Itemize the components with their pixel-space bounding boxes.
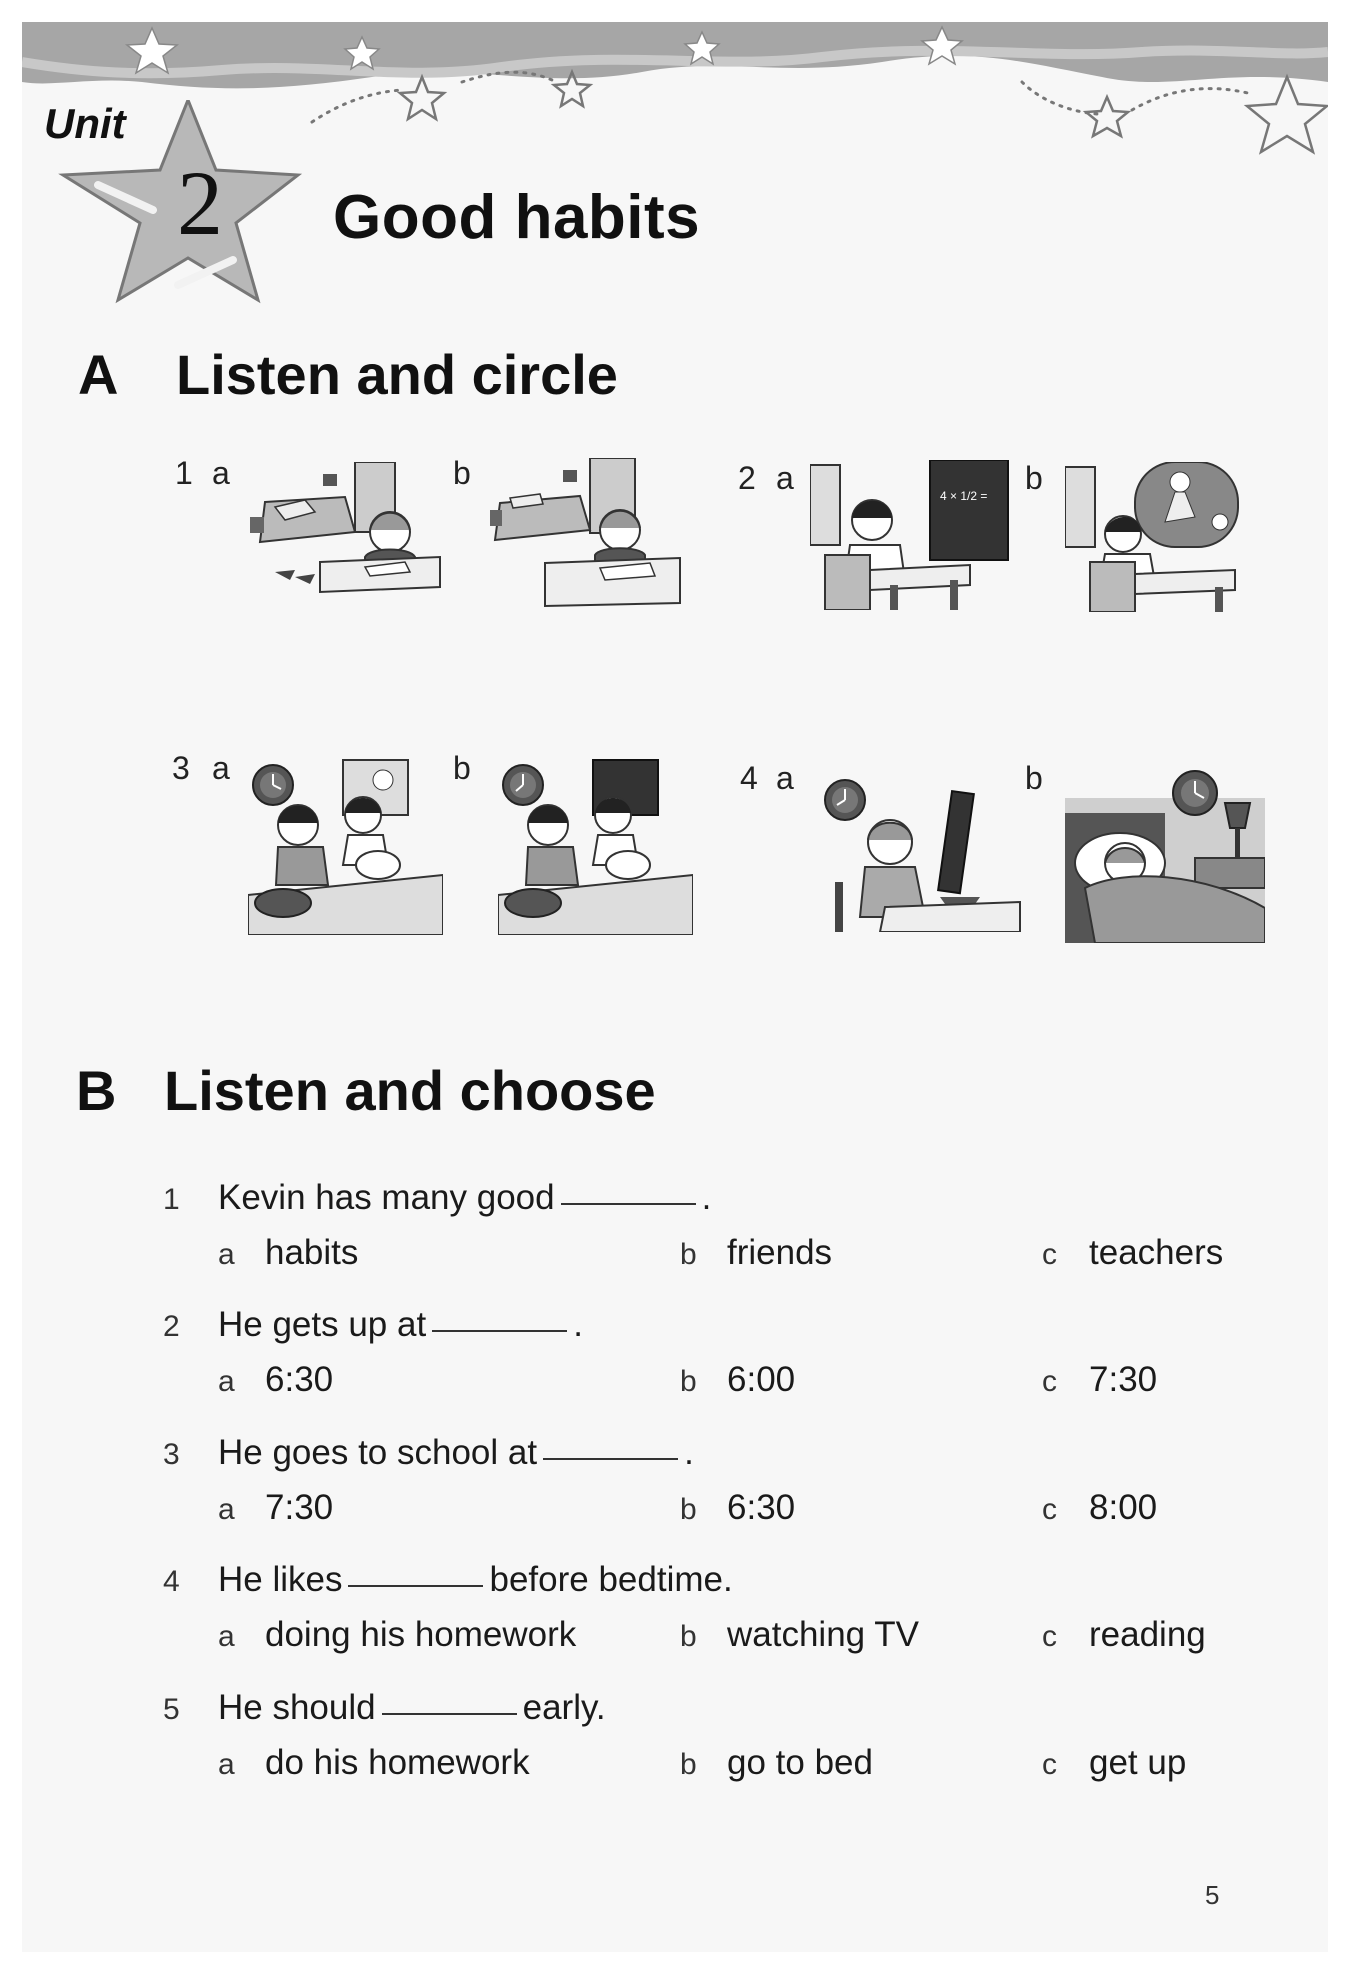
question-text-end: early.	[522, 1688, 606, 1727]
family-breakfast-night-picture[interactable]	[498, 755, 693, 935]
option-b[interactable]: b 6:30	[680, 1488, 796, 1527]
question-4	[163, 1560, 733, 1600]
section-letter: A	[78, 343, 119, 406]
option-letter[interactable]: b	[453, 750, 471, 786]
item-number: 3	[172, 750, 190, 786]
question-number: 1	[163, 1183, 180, 1216]
option-c[interactable]: c get up	[1042, 1743, 1187, 1782]
option-letter[interactable]: b	[1025, 760, 1043, 796]
family-breakfast-morning-picture[interactable]	[248, 755, 443, 935]
answer-blank[interactable]	[561, 1203, 696, 1205]
option-b[interactable]: b go to bed	[680, 1743, 873, 1782]
option-letter[interactable]: a	[212, 750, 230, 786]
section-title: Listen and choose	[164, 1059, 656, 1122]
item-number: 2	[738, 460, 756, 496]
question-text-end: before bedtime.	[489, 1560, 733, 1599]
question-text: He gets up at	[218, 1305, 427, 1344]
answer-blank[interactable]	[382, 1713, 517, 1715]
option-a[interactable]: a do his homework	[218, 1743, 530, 1782]
question-text: He should	[218, 1688, 376, 1727]
section-title: Listen and circle	[176, 343, 618, 406]
answer-blank[interactable]	[432, 1330, 567, 1332]
option-letter[interactable]: a	[776, 760, 794, 796]
question-number: 3	[163, 1438, 180, 1471]
option-c[interactable]: c 7:30	[1042, 1360, 1158, 1399]
option-a[interactable]: a 7:30	[218, 1488, 334, 1527]
star-outline-icon	[1086, 97, 1128, 136]
question-1	[163, 1178, 711, 1218]
boy-using-computer-picture[interactable]	[815, 772, 1025, 932]
question-2	[163, 1305, 583, 1345]
worksheet-page	[22, 22, 1328, 1952]
boy-sleeping-in-bed-picture[interactable]	[1065, 768, 1265, 943]
question-5	[163, 1688, 606, 1728]
option-c[interactable]: c 8:00	[1042, 1488, 1158, 1527]
section-letter: B	[76, 1059, 117, 1122]
option-b[interactable]: b friends	[680, 1233, 833, 1272]
option-a[interactable]: a habits	[218, 1233, 359, 1272]
bedroom-girl-desk-tidy-picture[interactable]	[485, 458, 685, 608]
option-letter[interactable]: a	[212, 455, 230, 491]
section-a-heading	[78, 342, 618, 407]
star-outline-icon	[1247, 77, 1327, 152]
unit-title: Good habits	[333, 183, 701, 252]
option-a[interactable]: a doing his homework	[218, 1615, 577, 1654]
option-b[interactable]: b 6:00	[680, 1360, 796, 1399]
item-number: 4	[740, 760, 758, 796]
question-3	[163, 1433, 694, 1473]
answer-blank[interactable]	[348, 1585, 483, 1587]
page-number: 5	[1205, 1880, 1220, 1910]
star-outline-icon	[400, 77, 444, 119]
question-number: 4	[163, 1565, 180, 1598]
question-number: 2	[163, 1310, 180, 1343]
question-text: He likes	[218, 1560, 343, 1599]
question-number: 5	[163, 1693, 180, 1726]
unit-label: Unit	[44, 100, 126, 147]
blackboard-text: 4 × 1/2 =	[940, 489, 988, 503]
question-text: He goes to school at	[218, 1433, 538, 1472]
question-text-end: .	[573, 1305, 583, 1344]
question-text-end: .	[701, 1178, 712, 1217]
unit-number: 2	[177, 152, 223, 254]
option-c[interactable]: c reading	[1042, 1615, 1206, 1654]
section-b-heading	[76, 1058, 656, 1123]
boy-daydreaming-football-picture[interactable]	[1065, 462, 1240, 612]
boy-watching-blackboard-picture[interactable]	[810, 460, 1010, 610]
option-letter[interactable]: b	[453, 455, 471, 491]
question-text-end: .	[684, 1433, 694, 1472]
bedroom-girl-desk-messy-picture[interactable]	[245, 462, 445, 602]
answer-blank[interactable]	[543, 1458, 678, 1460]
option-b[interactable]: b watching TV	[680, 1615, 919, 1654]
option-letter[interactable]: a	[776, 460, 794, 496]
item-number: 1	[175, 455, 193, 491]
question-text: Kevin has many good	[218, 1178, 555, 1217]
option-letter[interactable]: b	[1025, 460, 1043, 496]
option-c[interactable]: c teachers	[1042, 1233, 1224, 1272]
option-a[interactable]: a 6:30	[218, 1360, 334, 1399]
